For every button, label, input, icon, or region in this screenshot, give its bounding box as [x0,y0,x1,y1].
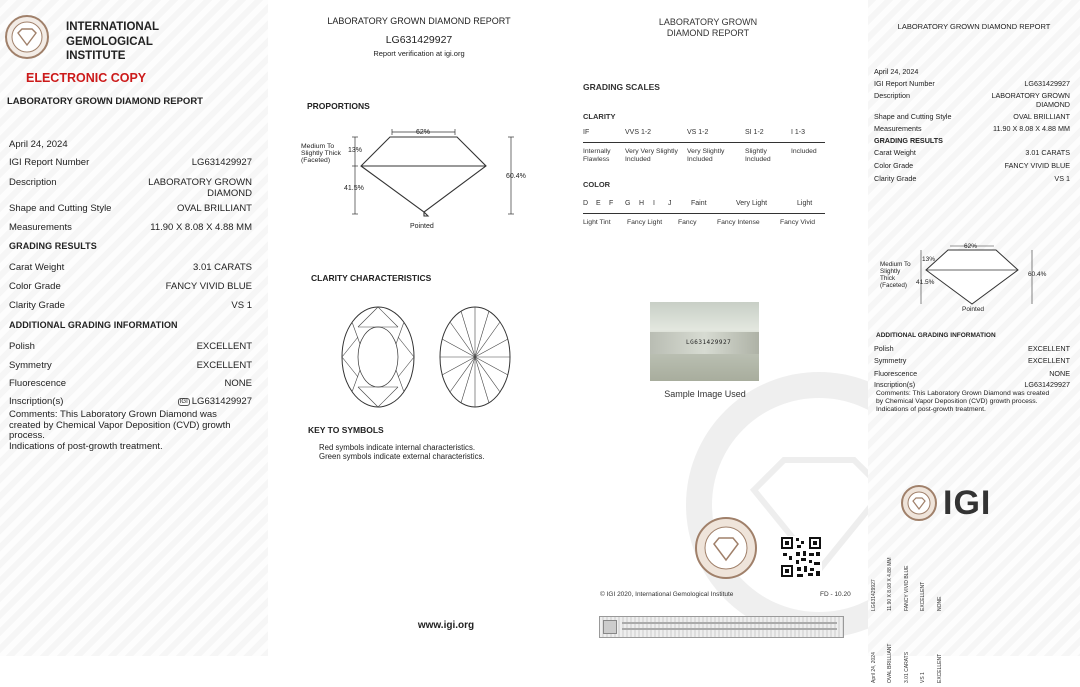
field-report-number: IGI Report Number LG631429927 [9,157,252,168]
org-line-2: GEMOLOGICAL [66,35,153,48]
proportions-diagram [298,118,538,234]
col4-girdle-2: Slightly [880,268,901,275]
col3-title: LABORATORY GROWN DIAMOND REPORT [658,17,758,38]
col4-color: Color Grade FANCY VIVID BLUE [874,161,1070,170]
col4-crown-pct: 13% [922,256,936,263]
color-scale-heading: COLOR [583,180,611,189]
col4-date: April 24, 2024 [874,67,919,76]
col4-shape: Shape and Cutting Style OVAL BRILLIANT [874,112,1070,121]
col4-title: LABORATORY GROWN DIAMOND REPORT [897,22,1051,31]
field-fluorescence: Fluorescence NONE [9,378,252,389]
website-footer: www.igi.org [417,620,475,631]
girdle-line-1: Medium To [301,143,335,150]
clarity-characteristics-heading: CLARITY CHARACTERISTICS [311,273,432,283]
col4-inscription: Inscription(s) LG631429927 [874,380,1070,389]
col2-title: LABORATORY GROWN DIAMOND REPORT [327,16,511,26]
col4-carat: Carat Weight 3.01 CARATS [874,148,1070,157]
qr-code-icon [780,536,822,578]
field-clarity: Clarity Grade VS 1 [9,300,252,311]
col4-depth-pct: 60.4% [1028,271,1047,278]
report-date: April 24, 2024 [9,139,68,150]
col4-polish: Polish EXCELLENT [874,344,1070,353]
col4-measurements: Measurements 11.90 X 8.08 X 4.88 MM [874,124,1070,133]
col4-comments: Comments: This Laboratory Grown Diamond was created by Chemical Vapor Deposition (CVD) growth process. Indications of post-growth treatment. [876,390,1050,413]
field-polish: Polish EXCELLENT [9,341,252,352]
grading-scales-panel: LABORATORY GROWN DIAMOND REPORT GRADING SCALES CLARITY IF VVS 1-2 VS 1-2 SI 1-2 I 1-3 Internally Flawless Very Very Slightly Included Very Slightly Included Slightly Included Included COLOR D E F G H I J Faint Very Light Light Light Tint Fancy Light Fancy Fancy Intense Fancy Vivid LG631429927 Sample Image Used © IGI 2020, International Gemological Institute FD - 10.20 [574,0,868,656]
clarity-grades: IF VVS 1-2 VS 1-2 SI 1-2 I 1-3 [583,129,825,143]
clarity-plot-pavilion [436,304,514,410]
col4-table-pct: 62% [964,243,978,250]
org-line-3: INSTITUTE [66,50,126,62]
col4-girdle-3: Thick [880,275,896,282]
proportions-panel [268,0,574,656]
grading-results-heading: GRADING RESULTS [9,241,97,251]
clarity-plot-crown [338,304,418,410]
field-color: Color Grade FANCY VIVID BLUE [9,281,252,292]
col4-additional-heading: ADDITIONAL GRADING INFORMATION [876,332,996,339]
col4-girdle-1: Medium To [880,261,911,268]
electronic-copy-label: ELECTRONIC COPY [26,71,147,85]
culet-label: Pointed [410,223,434,230]
key-to-symbols-heading: KEY TO SYMBOLS [308,425,384,435]
crown-pct: 13% [348,147,363,154]
field-measurements: Measurements 11.90 X 8.08 X 4.88 MM [9,222,252,233]
field-description: Description LABORATORY GROWN DIAMOND [9,177,252,199]
col4-grading-heading: GRADING RESULTS [874,136,943,145]
key-lines: Red symbols indicate internal characteristics. Green symbols indicate external characteristics. [319,443,485,461]
org-line-1: INTERNATIONAL [66,21,160,33]
field-inscription: Inscription(s) IGI LG631429927 [9,396,252,407]
report-title: LABORATORY GROWN DIAMOND REPORT [7,96,203,107]
clarity-scale-heading: CLARITY [583,112,616,121]
igi-logo: IGI [943,484,992,522]
col4-description: Description LABORATORY GROWN DIAMOND [874,91,1070,109]
col4-clarity: Clarity Grade VS 1 [874,174,1070,183]
pocket-card-rotated: April 24, 2024 LG631429927 OVAL BRILLIANT 11.90 X 8.08 X 4.88 MM 3.01 CARATS FANCY VIVID BLUE VS 1 EXCELLENT EXCELLENT NONE [871,557,943,683]
copyright: © IGI 2020, International Gemological Institute [600,591,734,598]
seal-watermark [684,380,874,620]
table-pct: 62% [416,129,431,136]
igi-mini-logo-icon: IGI [179,399,188,405]
security-strip [599,616,844,638]
sample-caption: Sample Image Used [664,389,746,399]
col4-symmetry: Symmetry EXCELLENT [874,356,1070,365]
col4-report-number: IGI Report Number LG631429927 [874,79,1070,88]
field-shape: Shape and Cutting Style OVAL BRILLIANT [9,203,252,214]
proportions-heading: PROPORTIONS [307,101,370,111]
col4-igi-seal-icon [900,484,938,522]
field-symmetry: Symmetry EXCELLENT [9,360,252,371]
igi-seal-icon [4,14,50,60]
depth-pct: 60.4% [506,173,526,180]
col2-report-number: LG631429927 [385,34,453,46]
additional-heading: ADDITIONAL GRADING INFORMATION [9,320,178,330]
col4-girdle-4: (Faceted) [880,282,907,289]
color-grades: D E F G H I J Faint Very Light Light [583,200,825,214]
sample-inscription-image: LG631429927 [650,302,759,381]
verification-text: Report verification at igi.org [373,49,465,58]
col4-fluorescence: Fluorescence NONE [874,369,1070,378]
form-code: FD - 10.20 [820,591,851,598]
col4-proportions-diagram [874,236,1074,316]
gold-seal-icon [694,516,758,580]
girdle-line-2: Slightly Thick [301,150,341,157]
org-name [66,20,159,64]
girdle-line-3: (Faceted) [301,157,331,164]
col4-culet: Pointed [962,306,985,313]
comments: Comments: This Laboratory Grown Diamond was created by Chemical Vapor Deposition (CVD) growth process. Indications of post-growth treatment. [9,409,231,452]
pocket-card-panel [868,0,1080,683]
field-carat: Carat Weight 3.01 CARATS [9,262,252,273]
col4-pavilion-pct: 41.5% [916,279,935,286]
grading-scales-heading: GRADING SCALES [583,82,660,92]
report-summary-panel [0,0,268,656]
pavilion-pct: 41.5% [344,185,364,192]
